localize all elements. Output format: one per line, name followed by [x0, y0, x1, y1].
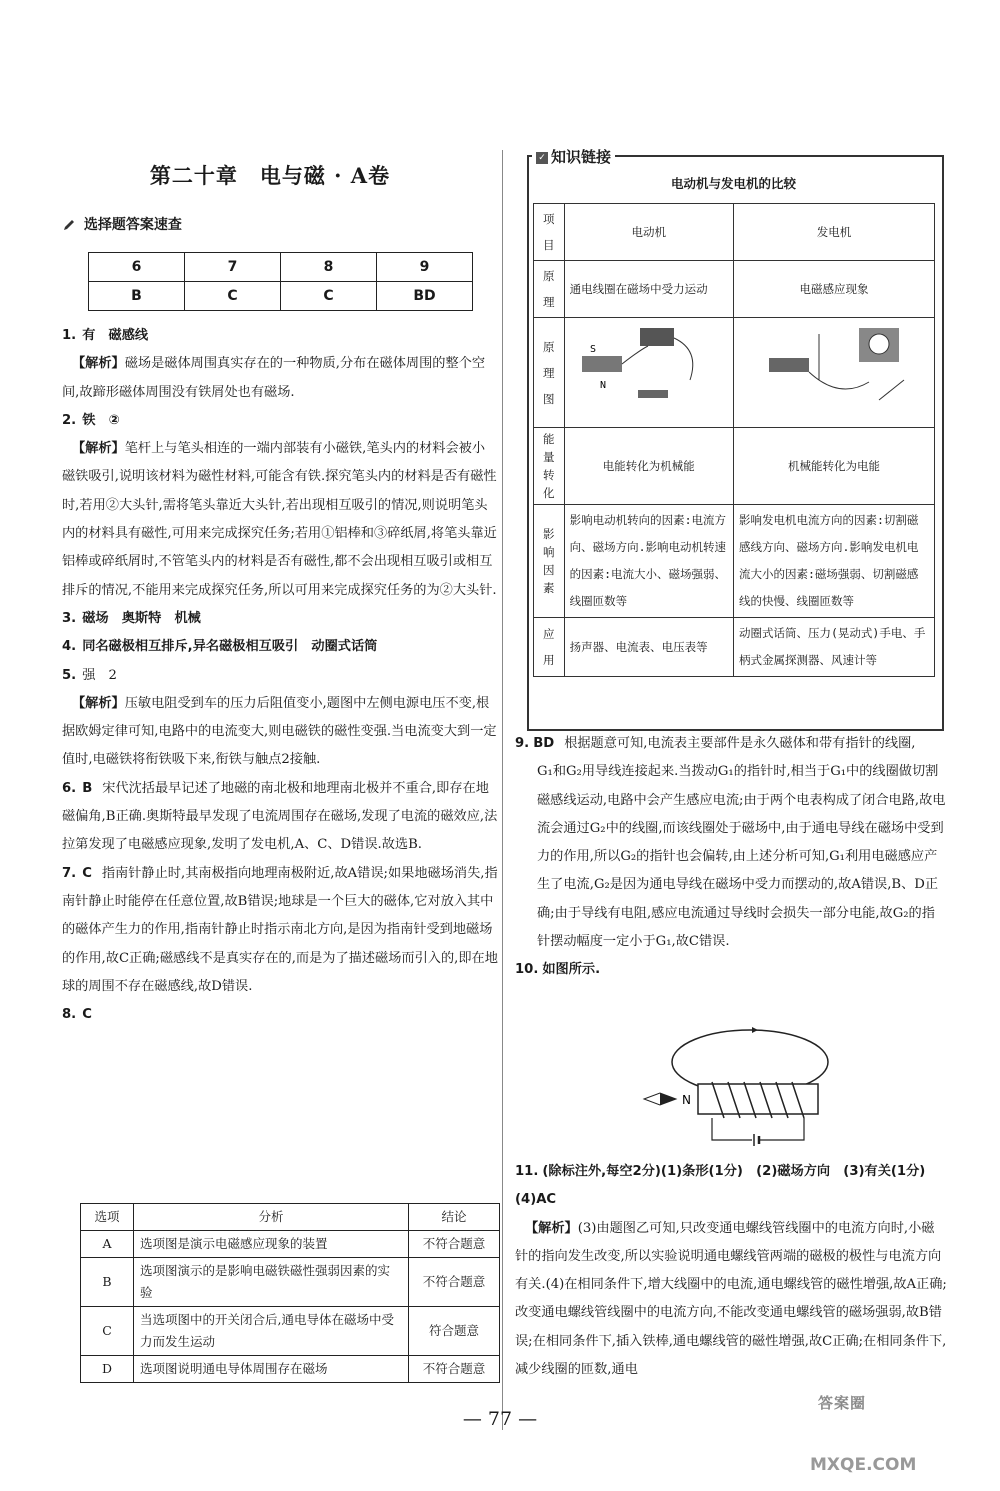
- analysis-11: 【解析】(3)由题图乙可知,只改变通电螺线管线圈中的电流方向时,小磁针的指向发生改变,所以实验说明通电螺线管两端的磁极的极性与电流方向有关.(4)在相同条件下,增大线圈中的电流,通电螺线管的磁性增强,故A正确;改变通电螺线管线圈中的电流方向,不能改变通电螺线管的磁场强弱,故B错误;在相同条件下,插入铁棒,通电螺线管的磁性增强,故C正确;在相同条件下,减少线圈的匝数,通电: [515, 1220, 947, 1378]
- answer-6: 6. B 宋代沈括最早记述了地磁的南北极和地理南北极并不重合,即存在地磁偏角,B正确.奥斯特最早发现了电流周围存在磁场,发现了电流的磁效应,法拉第发现了电磁感应现象,发明了发电机,A、C、D错误.故选B.: [62, 780, 498, 853]
- answer-cell: C: [281, 282, 377, 311]
- knowledge-subtitle: 电动机与发电机的比较: [670, 176, 796, 191]
- analysis-5: 【解析】压敏电阻受到车的压力后阻值变小,题图中左侧电源电压不变,根据欧姆定律可知,电路中的电流变大,则电磁铁的磁性变强.当电流变大到一定值时,电磁铁将衔铁吸下来,衔铁与触点2接触.: [62, 695, 497, 768]
- right-column: [515, 730, 947, 985]
- qnum-cell: 7: [185, 253, 281, 282]
- answer-4: 4. 同名磁极相互排斥,异名磁极相互吸引 动圈式话筒: [62, 639, 378, 655]
- answer-cell: C: [185, 282, 281, 311]
- motor-diagram-cell: [564, 318, 733, 428]
- qnum-cell: 6: [89, 253, 185, 282]
- right-column-lower: [515, 1158, 947, 1384]
- answer-10: 10. 如图所示.: [515, 962, 601, 978]
- motor-diagram: [570, 320, 720, 416]
- analysis-2: 【解析】笔杆上与笔头相连的一端内部装有小磁铁,笔头内的材料会被小磁铁吸引,说明该材料为磁性材料,可能含有铁.探究笔头内的材料是否有磁性时,若用②大头针,需将笔头靠近大头针,若出现相互吸引的情况,则说明笔头内的材料具有磁性,可用来完成探究任务;若用①铝棒和③碎纸屑,将笔头靠近铝棒或碎纸屑时,不管笔头内的材料是否有磁性,都不会出现相互吸引或相互排斥的情况,不能用来完成探究任务,所以可用来完成探究任务的为②大头针.: [62, 441, 497, 598]
- n-pole-label: N: [599, 380, 606, 391]
- answer-7: 7. C 指南针静止时,其南极指向地理南极附近,故A错误;如果地磁场消失,指南针静止时能停在任意位置,故B错误;地球是一个巨大的磁体,它对放入其中的磁体产生力的作用,指南针静止时指示南北方向,是因为指南针受到地磁场的作用,故C正确;磁感线不是真实存在的,而是为了描述磁场而引入的,即在地球的周围不存在磁感线,故D错误.: [62, 865, 498, 994]
- s-pole-label: S: [589, 344, 596, 355]
- analysis-1: 【解析】磁场是磁体周围真实存在的一种物质,分布在磁体周围的整个空间,故蹄形磁体周围没有铁屑处也有磁场.: [62, 356, 486, 400]
- qnum-cell: 8: [281, 253, 377, 282]
- answer-1: 1. 有 磁感线: [62, 328, 149, 343]
- link-icon: ✓: [536, 152, 548, 164]
- pencil-icon: [62, 218, 76, 232]
- left-column: [62, 322, 498, 1029]
- column-divider: [502, 150, 503, 1430]
- page-number: — 77 —: [462, 1408, 538, 1430]
- qnum-cell: 9: [377, 253, 473, 282]
- answer-cell: B: [89, 282, 185, 311]
- n-pole-label: N: [682, 1093, 691, 1107]
- answer-2: 2. 铁 ②: [62, 412, 120, 428]
- page-title: 第二十章 电与磁 · A卷: [149, 163, 391, 188]
- answer-9: 9. BD 根据题意可知,电流表主要部件是永久磁体和带有指针的线圈,: [515, 736, 916, 751]
- motor-generator-table: 项目 电动机 发电机 原理 通电线圈在磁场中受力运动 电磁感应现象 原理图 S N 能量转化 电能转化为机械能 机械能转化为电能 影响因素 影响电动机转向的因素:电流方向、磁场方向.影响电动机转速的因素:电流大小、磁场强弱、线圈匝数等 影响发电机电流方向的因素:切割磁感线方向、磁场方向.影响发电机电流大小的因素:磁场强弱、切割磁感线的快慢、线圈匝数等 应用 扬声器、电流表、电压表等 动圈式话筒、压力(晃动式)手电、手柄式金属探测器、风速计等: [533, 203, 935, 677]
- quick-check-table: [88, 252, 473, 311]
- quick-check-heading: 选择题答案速查: [62, 214, 182, 234]
- answer-5: 5. 强 2: [62, 667, 117, 683]
- generator-diagram: [739, 320, 929, 416]
- solenoid-diagram: [640, 1022, 840, 1152]
- answer-11: 11. (除标注外,每空2分)(1)条形(1分) (2)磁场方向 (3)有关(1分) (4)AC: [515, 1164, 939, 1208]
- knowledge-tag: ✓ 知识链接: [532, 146, 615, 167]
- answer-cell: BD: [377, 282, 473, 311]
- watermark-logo: 答案圈: [818, 1394, 867, 1412]
- watermark-url: MXQE.COM: [810, 1455, 917, 1475]
- option-analysis-table: 选项 分析 结论 A 选项图是演示电磁感应现象的装置 不符合题意 B 选项图演示的是影响电磁铁磁性强弱因素的实验 不符合题意 C 当选项图中的开关闭合后,通电导体在磁场中受力而发生运动 符合题意 D 选项图说明通电导体周围存在磁场 不符合题意: [80, 1203, 500, 1383]
- answer-8: 8. C: [62, 1007, 92, 1023]
- analysis-9: G₁和G₂用导线连接起来.当拨动G₁的指针时,相当于G₁中的线圈做切割磁感线运动,电路中会产生感应电流;由于两个电表构成了闭合电路,故电流会通过G₂中的线圈,而该线圈处于磁场中,由于通电导线在磁场中受到力的作用,所以G₂的指针也会偏转,由上述分析可知,G₁利用电磁感应产生了电流,G₂是因为通电导线在磁场中受力而摆动的,故A错误,B、D正确;由于导线有电阻,感应电流通过导线时会损失一部分电能,故G₂的指针摆动幅度一定小于G₁,故C错误.: [537, 764, 946, 950]
- generator-diagram-cell: [734, 318, 935, 428]
- answer-3: 3. 磁场 奥斯特 机械: [62, 610, 201, 626]
